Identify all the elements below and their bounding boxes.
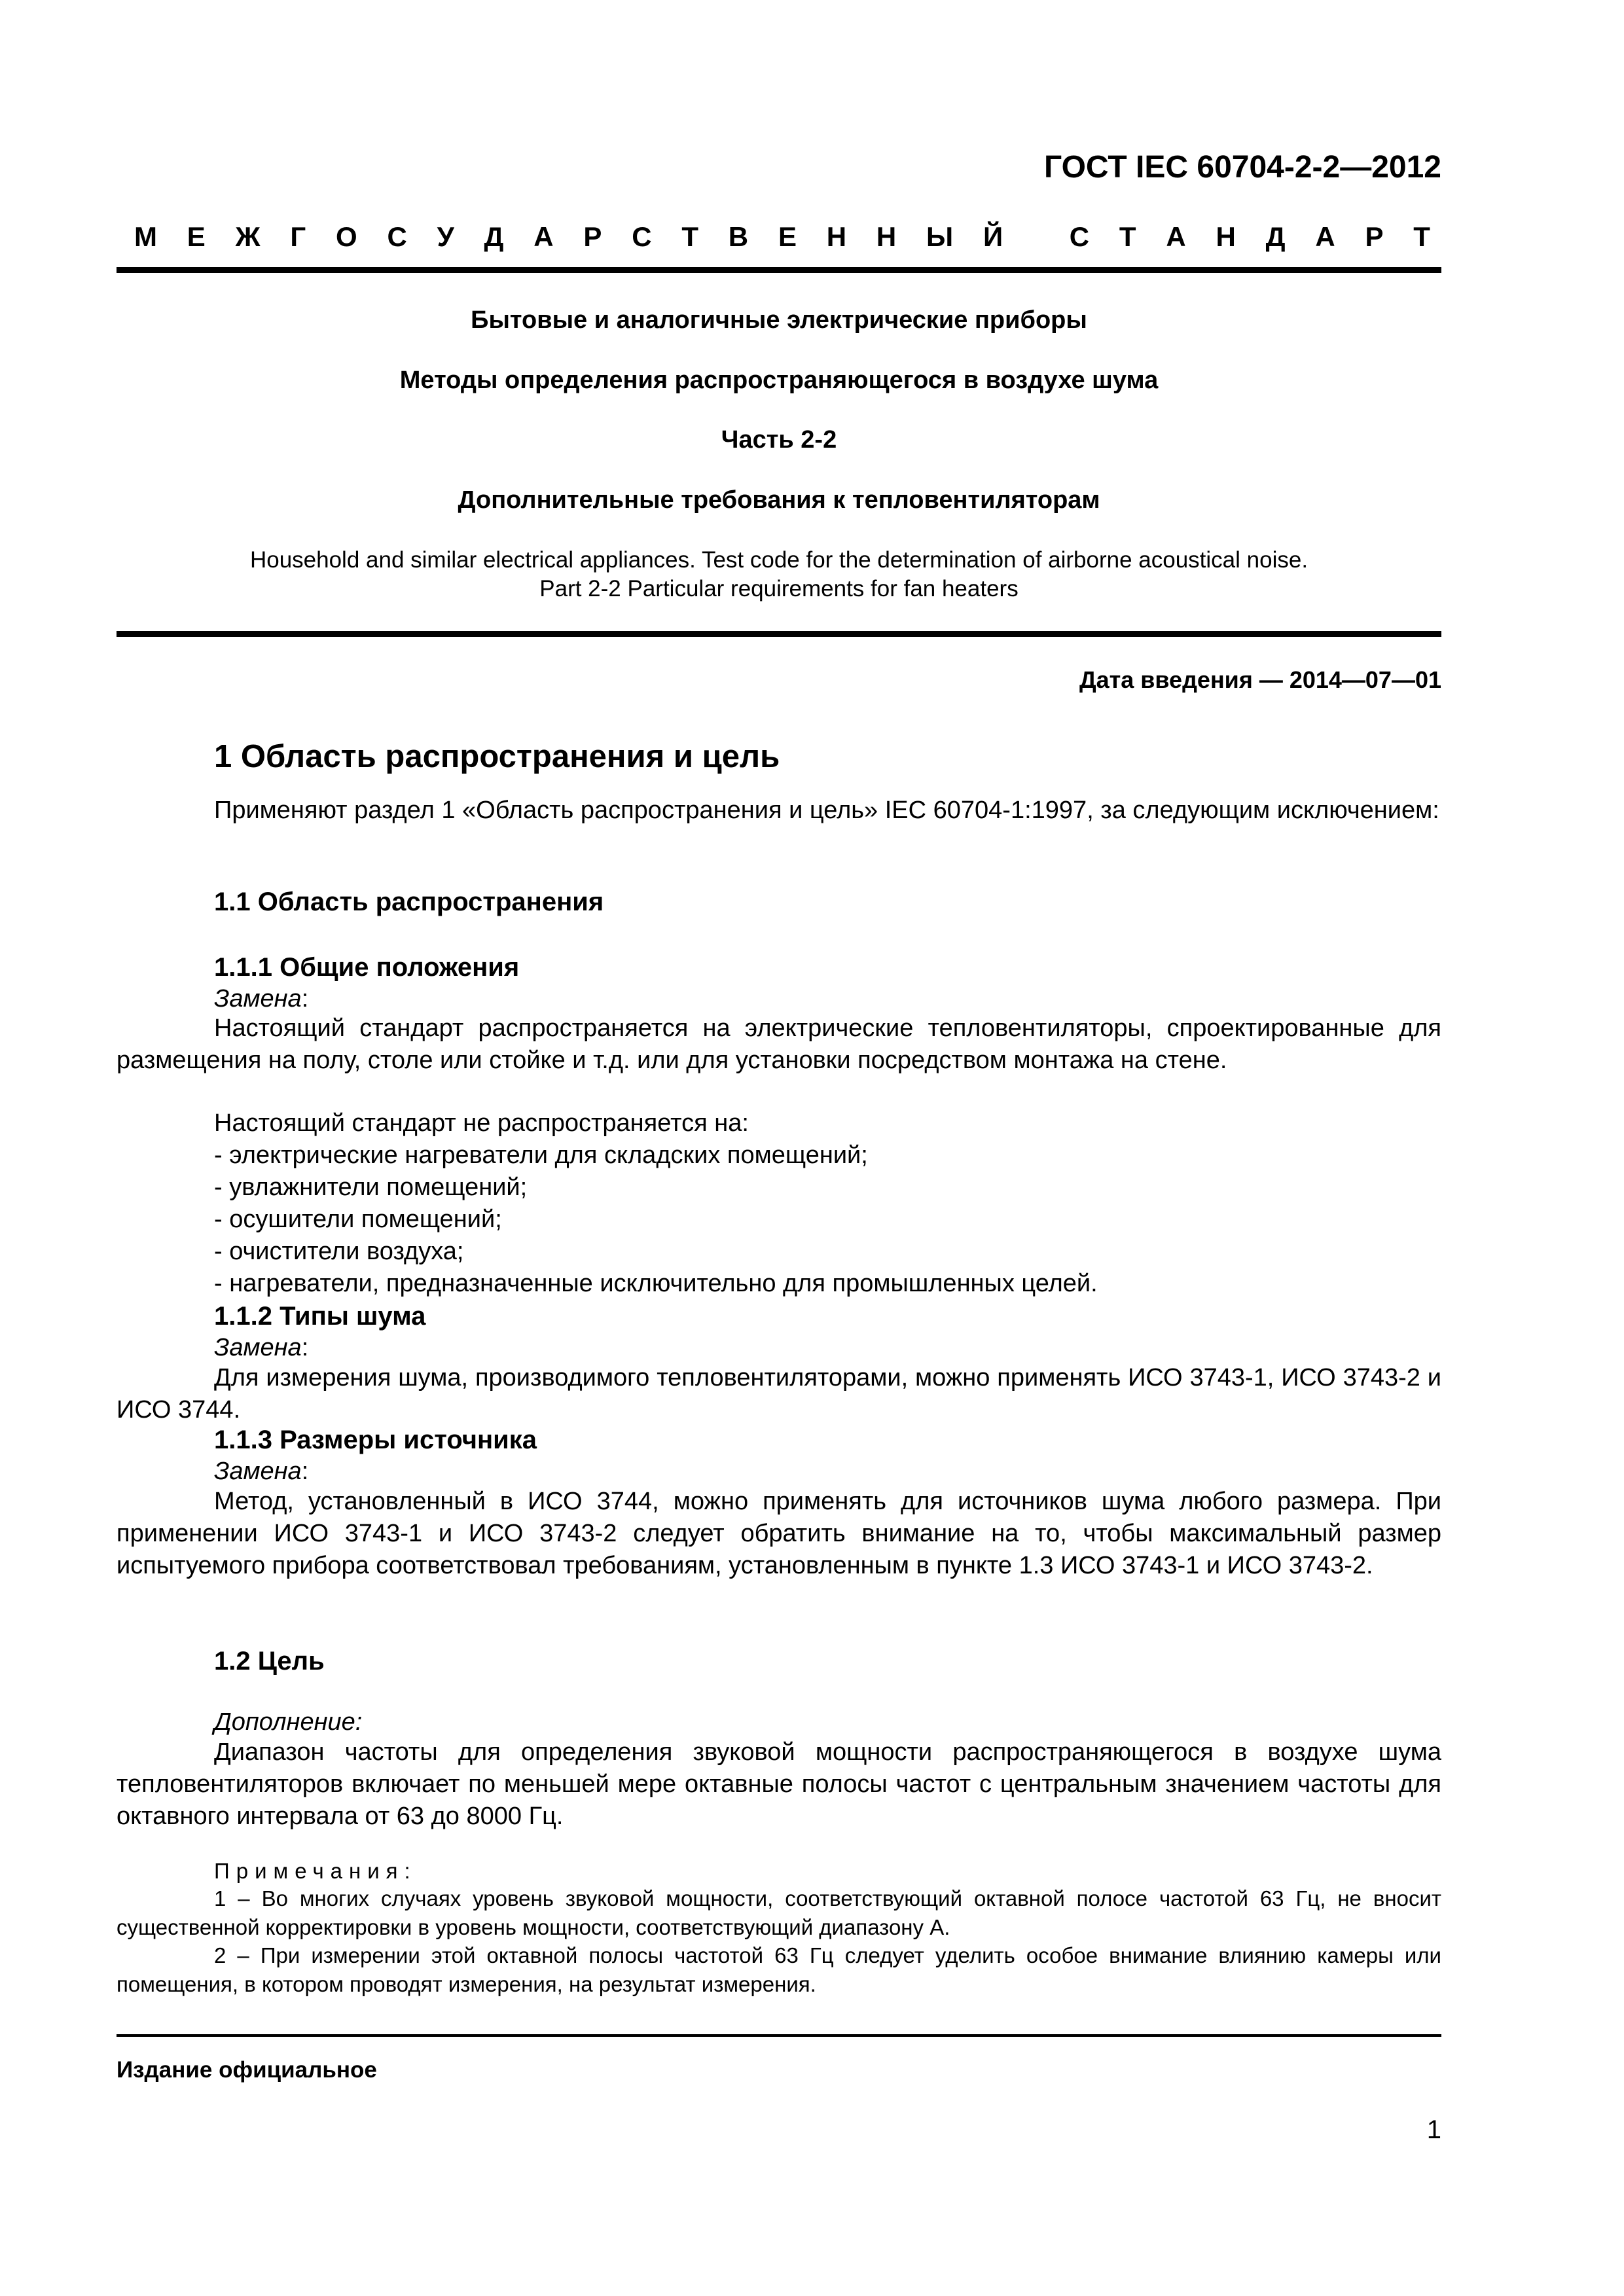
banner-letter: В [728, 221, 749, 252]
official-edition-label: Издание официальное [117, 2057, 377, 2083]
exclusion-item: - очистители воздуха; [214, 1238, 464, 1265]
purpose-paragraph: Диапазон частоты для определения звуковой мощности распространяющегося в воздухе шума тепловентиляторов включает по меньшей мере октавные полосы частот с центральным значением частоты для октавного интервала от 63 до 8000 Гц. [117, 1738, 1441, 1830]
banner-letter: Е [778, 221, 797, 252]
replace-colon: : [301, 985, 309, 1013]
banner-letter [1033, 221, 1039, 253]
title-rule [117, 631, 1441, 637]
notes-title: Примечания: [214, 1859, 417, 1883]
subsection-1-1-1-heading: 1.1.1 Общие положения [214, 953, 520, 982]
subsection-1-1-heading: 1.1 Область распространения [214, 888, 604, 916]
exclusion-item: - электрические нагреватели для складских помещений; [214, 1141, 868, 1169]
banner-letter: Т [1119, 221, 1136, 252]
title-line-3: Часть 2-2 [721, 426, 837, 454]
banner-letter: Ж [235, 221, 261, 252]
banner-letter: С [632, 221, 652, 252]
banner-letter: У [437, 221, 454, 252]
banner-letter: С [1069, 221, 1090, 252]
source-size-paragraph: Метод, установленный в ИСО 3744, можно применять для источников шума любого размера. При применении ИСО 3743-1 и ИСО 3743-2 следует обратить внимание на то, чтобы максимальный размер испытуемого прибора соответствовал требованиям, установленным в пункте 1.3 ИСО 3743-1 и ИСО 3743-2. [117, 1488, 1441, 1579]
title-line-4: Дополнительные требования к тепловентиляторам [458, 486, 1100, 514]
effective-date: Дата введения — 2014—07—01 [1079, 666, 1441, 693]
replace-colon: : [301, 1334, 309, 1361]
replace-label [214, 1334, 308, 1362]
banner-letter: Е [187, 221, 206, 252]
exclusion-item: - нагреватели, предназначенные исключительно для промышленных целей. [214, 1270, 1098, 1297]
replace-label-text: Замена [214, 1334, 302, 1361]
section-1-heading: 1 Область распространения и цель [214, 739, 780, 774]
banner-letter: Д [1265, 221, 1286, 252]
banner-letter: А [1315, 221, 1335, 252]
scope-paragraph: Настоящий стандарт распространяется на электрические тепловентиляторы, спроектированные для размещения на полу, столе или стойке и т.д. или для установки посредством монтажа на стене. [117, 1014, 1441, 1074]
banner-letter: Н [1216, 221, 1236, 252]
replace-label-text: Замена [214, 1458, 302, 1485]
title-line-2: Методы определения распространяющегося в воздухе шума [399, 367, 1159, 394]
exclusion-item: - осушители помещений; [214, 1206, 502, 1233]
title-line-1: Бытовые и аналогичные электрические приборы [471, 306, 1087, 334]
banner-letter: Д [484, 221, 504, 252]
banner-letter: А [533, 221, 554, 252]
banner-letter: С [387, 221, 407, 252]
note-2: 2 – При измерении этой октавной полосы частотой 63 Гц следует уделить особое внимание влиянию камеры или помещения, в котором проводят измерения, на результат измерения. [117, 1943, 1441, 1996]
standard-type-banner [134, 221, 1430, 253]
banner-letter: Г [290, 221, 306, 252]
section-1-intro: Применяют раздел 1 «Область распространения и цель» IEC 60704-1:1997, за следующим исключением: [214, 797, 1439, 824]
noise-types-paragraph: Для измерения шума, производимого тепловентиляторами, можно применять ИСО 3743-1, ИСО 3743-2 и ИСО 3744. [117, 1364, 1441, 1424]
header-rule [117, 267, 1441, 273]
replace-colon: : [301, 1458, 309, 1485]
addition-label: Дополнение: [214, 1708, 363, 1736]
footer-rule [117, 2034, 1441, 2037]
english-title-line-1: Household and similar electrical appliances. Test code for the determination of airborne acoustical noise. [249, 547, 1308, 573]
not-applies-text: Настоящий стандарт не распространяется на: [214, 1109, 749, 1137]
banner-letter: А [1166, 221, 1186, 252]
replace-label [214, 985, 308, 1013]
banner-letter: М [134, 221, 157, 252]
english-title-line-2: Part 2-2 Particular requirements for fan heaters [539, 576, 1019, 601]
banner-letter: Й [983, 221, 1003, 252]
page-number: 1 [1426, 2115, 1441, 2144]
replace-label [214, 1458, 308, 1486]
banner-letter: Н [876, 221, 897, 252]
banner-letter: Ы [926, 221, 954, 252]
banner-letter: О [335, 221, 357, 252]
banner-letter: Р [1365, 221, 1384, 252]
subsection-1-1-2-heading: 1.1.2 Типы шума [214, 1302, 426, 1331]
note-1: 1 – Во многих случаях уровень звуковой мощности, соответствующий октавной полосе частотой 63 Гц, не вносит существенной корректировки в уровень мощности, соответствующий диапазону А. [117, 1886, 1441, 1939]
subsection-1-1-3-heading: 1.1.3 Размеры источника [214, 1426, 537, 1454]
subsection-1-2-heading: 1.2 Цель [214, 1647, 325, 1676]
replace-label-text: Замена [214, 985, 302, 1013]
banner-letter: Р [583, 221, 602, 252]
banner-letter: Н [826, 221, 847, 252]
exclusion-item: - увлажнители помещений; [214, 1174, 528, 1201]
banner-letter: Т [681, 221, 698, 252]
document-number: ГОСТ IEC 60704-2-2—2012 [1043, 150, 1441, 185]
banner-letter: Т [1413, 221, 1430, 252]
